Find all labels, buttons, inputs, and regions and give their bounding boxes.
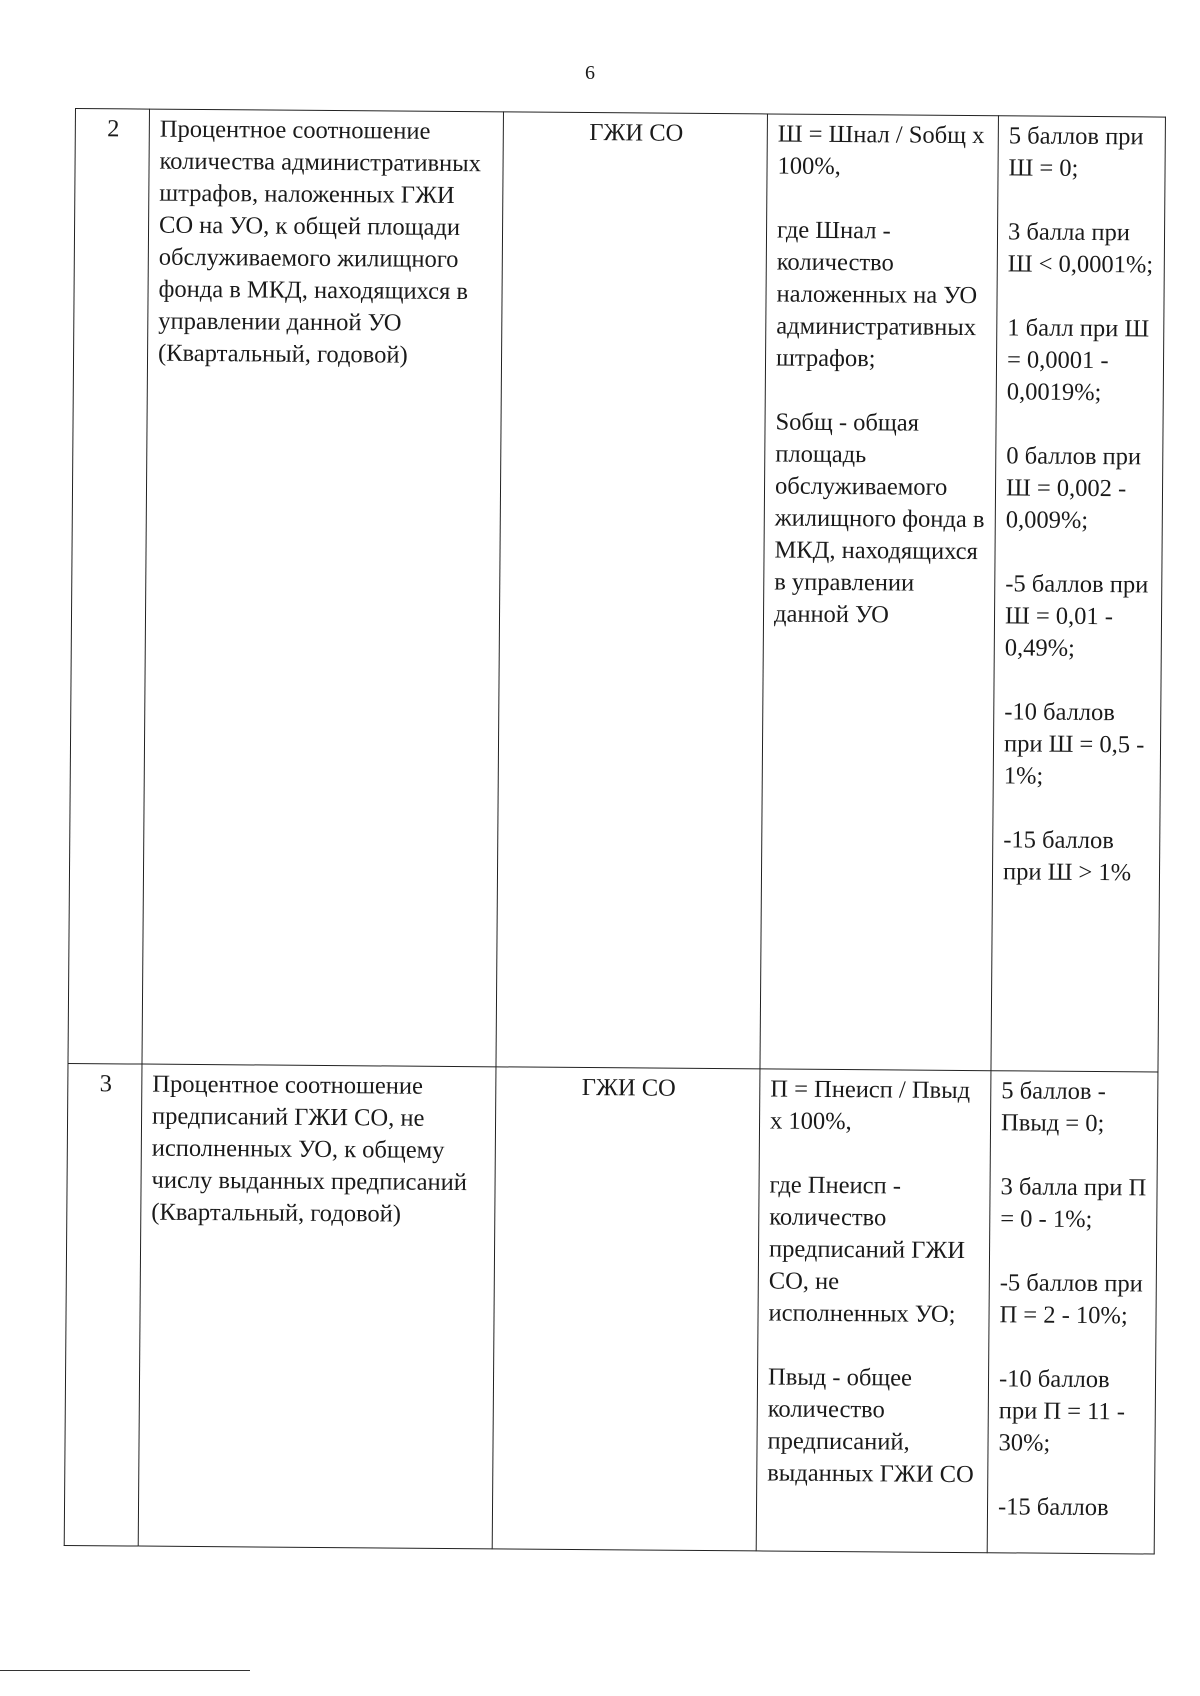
score-text: -5 баллов при П = 2 - 10%; [999, 1269, 1143, 1330]
data-source: ГЖИ СО [496, 112, 767, 1069]
scores-cell [991, 116, 1165, 1072]
page-number: 6 [585, 62, 595, 84]
score-text: 3 балла при П = 0 - 1%; [1000, 1173, 1147, 1234]
formula-text: Sобщ - общая площадь обслуживаемого жилищного фонда в МКД, находящихся в управлении данной УО [773, 408, 985, 629]
score-text: 3 балла при Ш < 0,0001%; [1007, 218, 1154, 279]
score-text: -15 баллов [997, 1493, 1109, 1522]
score-text: 5 баллов - Пвыд = 0; [1000, 1077, 1106, 1138]
score-text: -10 баллов при Ш = 0,5 - 1%; [1003, 698, 1145, 790]
row-number: 2 [68, 109, 149, 1065]
formula-text: где Пнеисп - количество предписаний ГЖИ СО, не исполненных УО; [768, 1171, 966, 1328]
score-text: -10 баллов при П = 11 - 30%; [998, 1365, 1126, 1457]
formula-text: где Шнал - количество наложенных на УО административных штрафов; [775, 216, 978, 373]
formula-cell [760, 114, 998, 1071]
score-text: 0 баллов при Ш = 0,002 - 0,009%; [1005, 442, 1142, 534]
formula-cell [756, 1069, 991, 1553]
score-text: -5 баллов при Ш = 0,01 - 0,49%; [1004, 570, 1149, 662]
table-row [64, 1063, 1158, 1554]
table-row [68, 109, 1165, 1073]
indicator-name: Процентное соотношение предписаний ГЖИ СО, не исполненных УО, к общему числу выданных предписаний (Квартальный, годовой) [138, 1064, 496, 1549]
formula-text: Ш = Шнал / Sобщ x 100%, [777, 120, 985, 181]
data-source: ГЖИ СО [492, 1067, 760, 1551]
formula-text: Пвыд - общее количество предписаний, выданных ГЖИ СО [767, 1363, 974, 1489]
score-text: 5 баллов при Ш = 0; [1008, 122, 1144, 182]
row-number: 3 [64, 1063, 142, 1546]
scores-cell [987, 1071, 1158, 1554]
score-text: 1 балл при Ш = 0,0001 - 0,0019%; [1006, 314, 1150, 407]
score-text: -15 баллов при Ш > 1% [1002, 826, 1132, 887]
formula-text: П = Пнеисп / Пвыд x 100%, [769, 1075, 971, 1136]
footnote-divider [0, 1670, 250, 1671]
criteria-table [64, 108, 1166, 1555]
indicator-name: Процентное соотношение количества административных штрафов, наложенных ГЖИ СО на УО, к общей площади обслуживаемого жилищного фонда в МКД, находящихся в управлении данной УО (Квартальный, годовой) [142, 109, 503, 1067]
